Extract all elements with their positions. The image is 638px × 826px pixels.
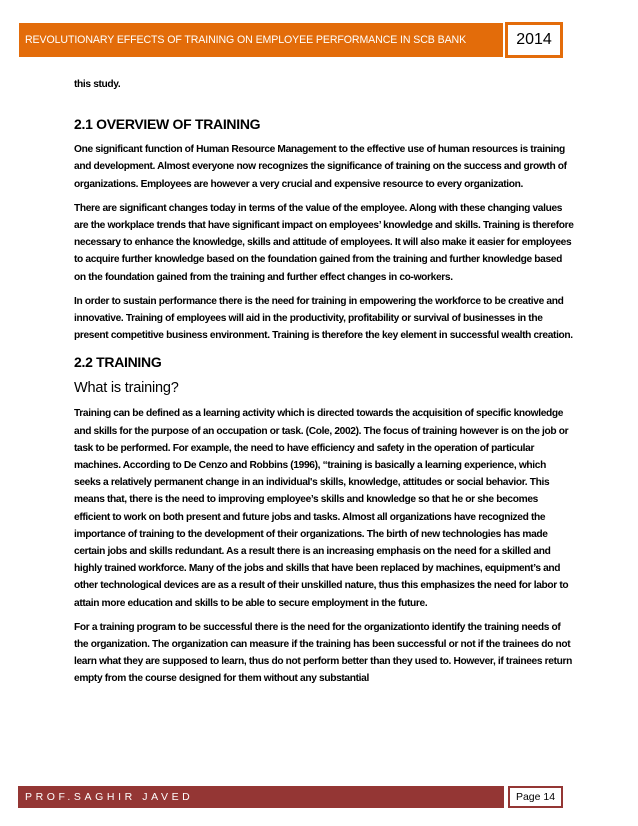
document-body	[74, 70, 574, 695]
paragraph: For a training program to be successful there is the need for the organizationto identify the training needs of the organization. The organization can measure if the training has been successful or not if the trainees do not learn what they are supposed to learn, thus do not perform better than they used to. However, if trainees return empty from the course designed for them without any substantial	[74, 621, 573, 685]
header-title: REVOLUTIONARY EFFECTS OF TRAINING ON EMPLOYEE PERFORMANCE IN SCB BANK	[25, 34, 467, 46]
footer-author-box	[18, 786, 504, 808]
paragraph: Training can be defined as a learning activity which is directed towards the acquisition of specific knowledge and skills for the purpose of an occupation or task. (Cole, 2002). The focus of training however is on the job or task to be performed. For example, the need to have efficiency and safety in the operation of particular machines. According to De Cenzo and Robbins (1996), “training is basically a learning experience, which seeks a relatively permanent change in an individual's skills, knowledge, attitudes or social behavior. This means that, there is the need to improving employee’s skills and knowledge so that he or she becomes efficient to work on both present and future jobs and tasks. Almost all organizations have recognized the importance of training to the development of their organizations. The birth of new technologies has made certain jobs and skills redundant. As a result there is an increasing emphasis on the need for a skilled and highly trained workforce. Many of the jobs and skills that have been replaced by machines, equipment’s and other technological devices are as a result of their unskilled nature, thus this emphasizes the need for labor to attain more education and skills to be able to secure employment in the future.	[74, 408, 569, 609]
footer-author: PROF.SAGHIR JAVED	[25, 791, 194, 803]
lead-in-text: this study.	[74, 79, 121, 90]
subheading-what-is-training: What is training?	[74, 380, 179, 397]
section-heading-overview: 2.1 OVERVIEW OF TRAINING	[74, 116, 261, 133]
paragraph: In order to sustain performance there is the need for training in empowering the workforce to be creative and innovative. Training of employees will aid in the productivity, profitability or survival of businesses in the present competitive business environment. Training is therefore the key element in successful wealth creation.	[74, 295, 573, 342]
page-header	[18, 22, 563, 58]
page-footer	[18, 786, 563, 808]
header-year-box	[505, 22, 563, 58]
footer-page-box	[508, 786, 563, 808]
section-heading-training: 2.2 TRAINING	[74, 354, 162, 371]
page-number: Page 14	[515, 791, 556, 803]
paragraph: One significant function of Human Resource Management to the effective use of human resources is training and development. Almost everyone now recognizes the significance of training on the success and growth of organizations. Employees are however a very crucial and expensive resource to every organization.	[74, 144, 567, 190]
paragraph: There are significant changes today in terms of the value of the employee. Along with these changing values are the workplace trends that have significant impact on employees’ knowledge and skills. Training is therefore necessary to enhance the knowledge, skills and attitude of employees. It will also make it easier for employees to acquire further knowledge based on the foundation gained from the training and further knowledge based on the foundation gained from the training and further effect changes in co-workers.	[74, 202, 574, 283]
header-year: 2014	[516, 31, 552, 48]
header-title-box	[18, 22, 504, 58]
